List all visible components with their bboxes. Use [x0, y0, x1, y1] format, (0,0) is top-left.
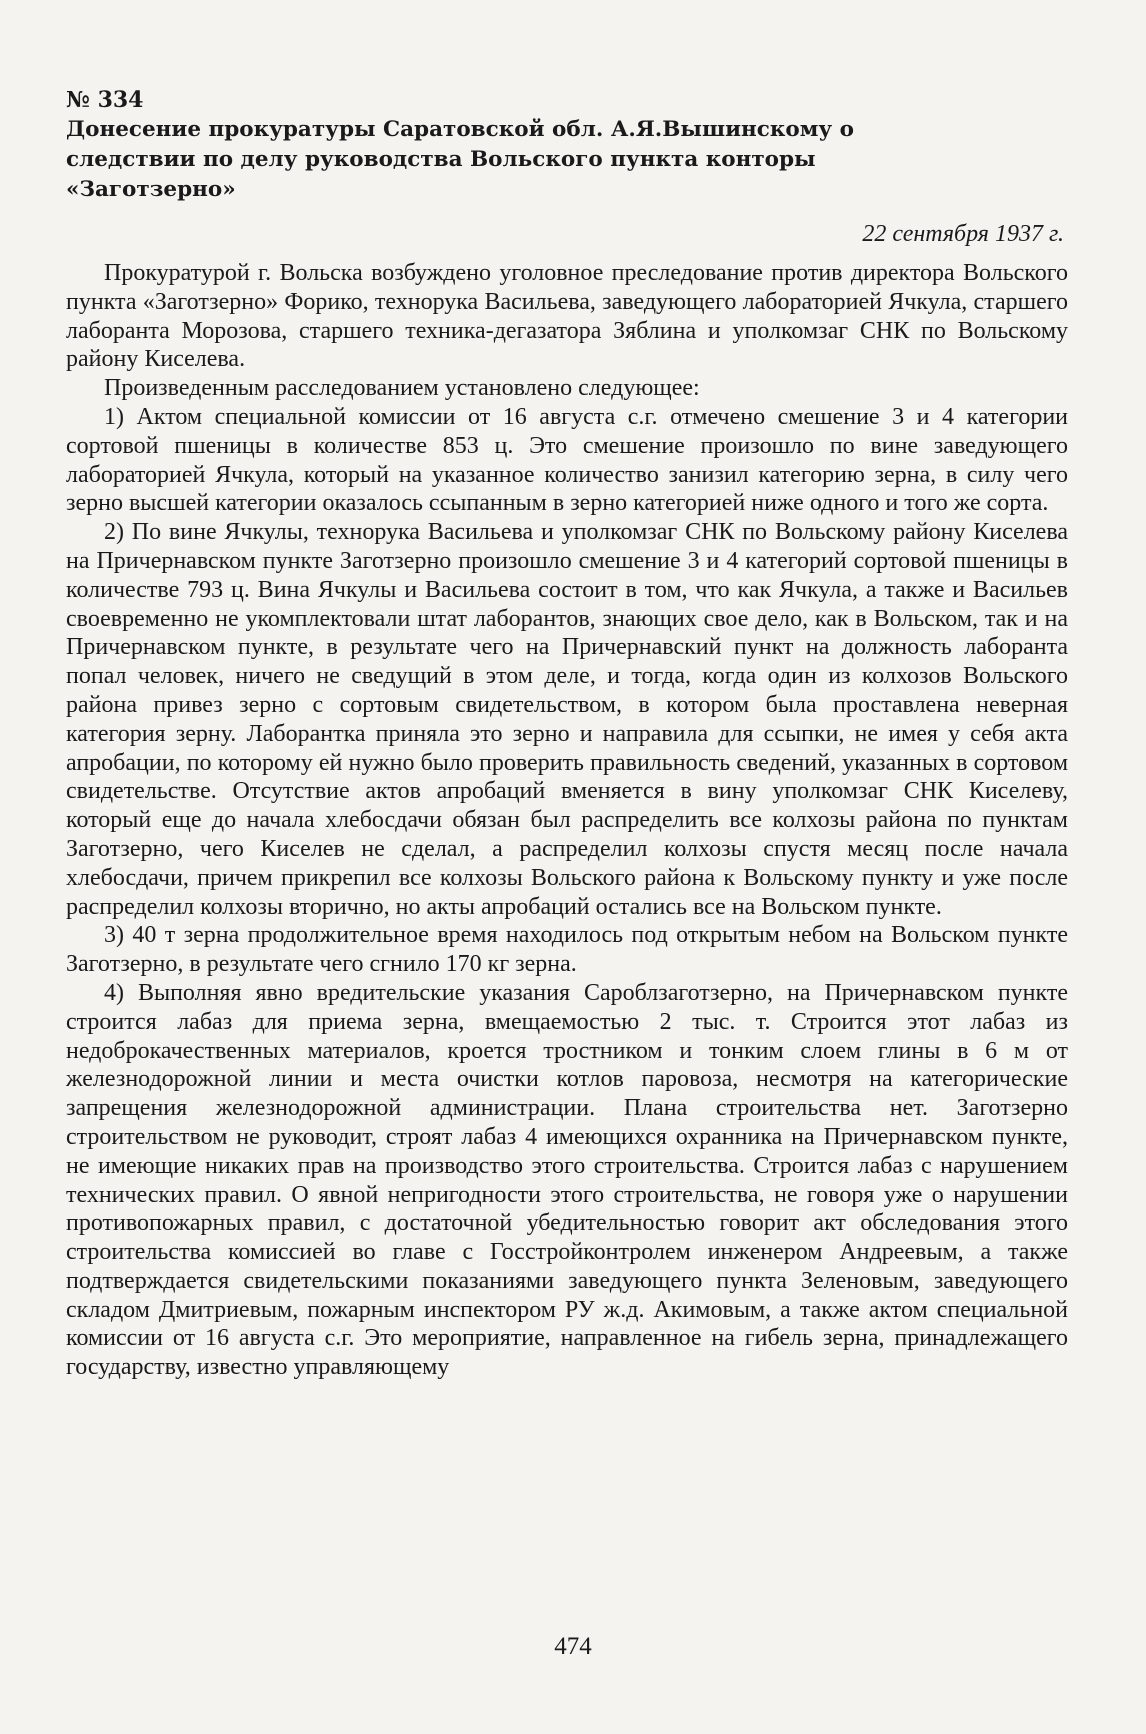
paragraph: Прокуратурой г. Вольска возбуждено уголовное преследование против директора Вольского пункта «Заготзерно» Форико, технорука Васильева, заведующего лабораторией Ячкула, старшего лаборанта Морозова, старшего техника-дегазатора Зяблина и уполкомзаг СНК по Вольскому району Киселева.	[66, 260, 1068, 373]
page-content	[66, 86, 1068, 1382]
paragraph: 2) По вине Ячкулы, технорука Васильева и уполкомзаг СНК по Вольскому району Киселева на Причернавском пункте Заготзерно произошло смешение 3 и 4 категорий сортовой пшеницы в количестве 793 ц. Вина Ячкулы и Васильева состоит в том, что как Ячкула, а также и Васильев своевременно не укомплектовали штат лаборантов, знающих свое дело, как в Вольском, так и на Причернавском пункте, в результате чего на Причернавский пункт на должность лаборанта попал человек, ничего не сведущий в этом деле, и тогда, когда один из колхозов Вольского района привез зерно с сортовым свидетельством, в котором была проставлена неверная категория зерну. Лаборантка приняла это зерно и направила для ссыпки, не имея у себя акта апробации, по которому ей нужно было проверить правильность сведений, указанных в сортовом свидетельстве. Отсутствие актов апробаций вменяется в вину уполкомзаг СНК Киселеву, который еще до начала хлебосдачи обязан был распределить все колхозы района по пунктам Заготзерно, чего Киселев не сделал, а распределил колхозы спустя месяц после начала хлебосдачи, причем прикрепил все колхозы Вольского района к Вольскому пункту и уже после распределил колхозы вторично, но акты апробаций остались все на Вольском пункте.	[66, 519, 1068, 920]
document-date: 22 сентября 1937 г.	[862, 221, 1064, 247]
document-body	[66, 259, 1068, 1382]
paragraph: Произведенным расследованием установлено следующее:	[104, 375, 700, 402]
document-title: Донесение прокуратуры Саратовской обл. А.Я.Вышинскому о следствии по делу руководства Вольского пункта конторы «Заготзерно»	[66, 117, 854, 202]
document-number: № 334	[66, 87, 144, 113]
paragraph: 4) Выполняя явно вредительские указания Сароблзаготзерно, на Причернавском пункте строится лабаз для приема зерна, вмещаемостью 2 тыс. т. Строится этот лабаз из недоброкачественных материалов, кроется тростником и тонким слоем глины в 6 м от железнодорожной линии и места очистки котлов паровоза, несмотря на категорические запрещения железнодорожной администрации. Плана строительства нет. Заготзерно строительством не руководит, строят лабаз 4 имеющихся охранника на Причернавском пункте, не имеющие никаких прав на производство этого строительства. Строится лабаз с нарушением технических правил. О явной непригодности этого строительства, не говоря уже о нарушении противопожарных правил, с достаточной убедительностью говорит акт обследования этого строительства комиссией во главе с Госстройконтролем инженером Андреевым, а также подтверждается свидетельскими показаниями заведующего пункта Зеленовым, заведующего складом Дмитриевым, пожарным инспектором РУ ж.д. Акимовым, а также актом специальной комиссии от 16 августа с.г. Это мероприятие, направленное на гибель зерна, принадлежащего государству, известно управляющему	[66, 979, 1068, 1381]
paragraph: 3) 40 т зерна продолжительное время находилось под открытым небом на Вольском пункте Заготзерно, в результате чего сгнило 170 кг зерна.	[66, 922, 1068, 978]
page-number: 474	[554, 1633, 592, 1660]
paragraph: 1) Актом специальной комиссии от 16 августа с.г. отмечено смешение 3 и 4 категории сортовой пшеницы в количестве 853 ц. Это смешение произошло по вине заведующего лабораторией Ячкула, который на указанное количество занизил категорию зерна, в силу чего зерно высшей категории оказалось ссыпанным в зерно категорией ниже одного и того же сорта.	[66, 403, 1068, 517]
